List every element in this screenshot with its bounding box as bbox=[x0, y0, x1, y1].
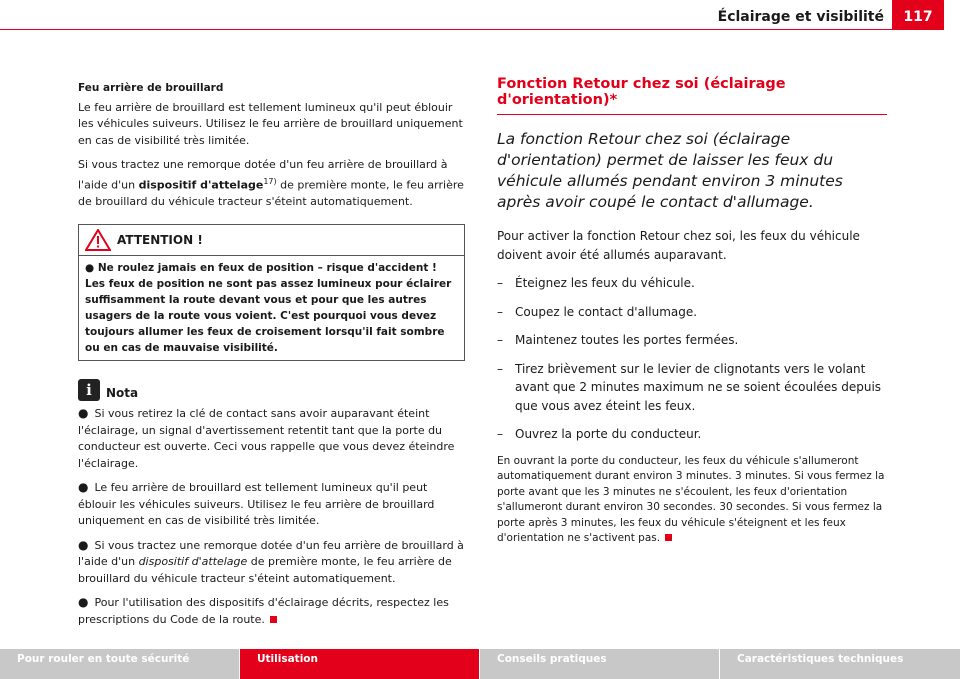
section-title: Fonction Retour chez soi (éclairage d'orientation)* bbox=[497, 76, 887, 115]
step-item: – Éteignez les feux du véhicule. bbox=[497, 274, 887, 293]
intro-paragraph: Pour activer la fonction Retour chez soi, les feux du véhicule doivent avoir été allumés auparavant. bbox=[497, 229, 860, 262]
note-bullet: ● Le feu arrière de brouillard est tellement lumineux qu'il peut éblouir les véhicules suiveurs. Utilisez le feu arrière de brouillard uniquement en cas de visibilité très limitée. bbox=[78, 480, 435, 528]
dash-icon: – bbox=[497, 361, 503, 376]
bullet-icon: ● bbox=[78, 595, 89, 610]
footer-tab-utilisation[interactable]: Utilisation bbox=[240, 649, 480, 679]
bullet-icon: ● bbox=[78, 406, 89, 421]
step-item: – Ouvrez la porte du conducteur. bbox=[497, 425, 887, 444]
header-rule bbox=[0, 29, 892, 30]
dash-icon: – bbox=[497, 304, 503, 319]
warning-box bbox=[78, 224, 465, 361]
right-column bbox=[497, 76, 887, 547]
footer-nav bbox=[0, 649, 960, 679]
lead-paragraph: La fonction Retour chez soi (éclairage d'orientation) permet de laisser les feux du véhicule allumés pendant environ 3 minutes après avoir coupé le contact d'allumage. bbox=[497, 130, 843, 211]
bullet-icon: ● bbox=[78, 480, 89, 495]
step-item: – Maintenez toutes les portes fermées. bbox=[497, 331, 887, 350]
page-title: Éclairage et visibilité bbox=[717, 9, 884, 25]
note-label: Nota bbox=[106, 385, 139, 400]
warning-text: ● Ne roulez jamais en feux de position – risque d'accident ! Les feux de position ne sont pas assez lumineux pour éclairer suffisamment la route devant vous et pour que les autres usagers de la route vous voient. C'est pourquoi vous devez toujours allumer les feux de croisement lorsqu'il fait sombre ou en cas de mauvaise visibilité. bbox=[85, 262, 452, 355]
note-bullet: ● Pour l'utilisation des dispositifs d'éclairage décrits, respectez les prescriptions du Code de la route. bbox=[78, 595, 449, 626]
page-number: 117 bbox=[892, 0, 944, 30]
footer-tab-caracteristiques[interactable]: Caractéristiques techniques bbox=[720, 649, 960, 679]
warning-triangle-icon bbox=[85, 229, 111, 251]
dash-icon: – bbox=[497, 333, 503, 347]
closing-paragraph: En ouvrant la porte du conducteur, les feux du véhicule s'allumeront automatiquement durant environ 3 minutes. 3 minutes. Si vous fermez la porte avant que les 3 minutes ne s'écoulent, les feux d'orientation s'allumeront durant environ 30 secondes. 30 secondes. Si vous fermez la porte après 3 minutes, les feux du véhicule s'éteignent et les feux d'orientation ne s'activent pas. bbox=[497, 454, 885, 544]
step-item: – Tirez brièvement sur le levier de clignotants vers le volant avant que 2 minutes maximum ne se soient écoulées depuis que vous avez éteint les feux. bbox=[497, 360, 887, 416]
note-header bbox=[78, 379, 465, 401]
footer-tab-conseils[interactable]: Conseils pratiques bbox=[480, 649, 720, 679]
warning-label: ATTENTION ! bbox=[117, 232, 203, 247]
left-column bbox=[78, 80, 465, 635]
step-item: – Coupez le contact d'allumage. bbox=[497, 303, 887, 322]
bullet-icon: ● bbox=[78, 537, 89, 552]
footnote-ref[interactable]: 17) bbox=[263, 176, 277, 186]
section-subhead: Feu arrière de brouillard bbox=[78, 82, 224, 94]
warning-header bbox=[79, 225, 464, 256]
info-note-icon: i bbox=[78, 379, 100, 401]
end-of-section-icon bbox=[270, 616, 277, 623]
end-of-section-icon bbox=[665, 534, 672, 541]
note-bullet: ● Si vous retirez la clé de contact sans avoir auparavant éteint l'éclairage, un signal d'avertissement retentit tant que la porte du conducteur est ouverte. Ceci vous rappelle que vous devez éteindre l'éclairage. bbox=[78, 406, 455, 470]
note-bullet: ● Si vous tractez une remorque dotée d'un feu arrière de brouillard à l'aide d'un dispositif d'attelage de première monte, le feu arrière de brouillard du véhicule tracteur s'éteint automatiquement. bbox=[78, 537, 464, 585]
bullet-icon: ● bbox=[85, 262, 95, 275]
dash-icon: – bbox=[497, 276, 503, 290]
dash-icon: – bbox=[497, 427, 503, 441]
paragraph: Le feu arrière de brouillard est tellement lumineux qu'il peut éblouir les véhicules suiveurs. Utilisez le feu arrière de brouillard uniquement en cas de visibilité très limitée. bbox=[78, 100, 463, 147]
paragraph: Si vous tractez une remorque dotée d'un feu arrière de brouillard à l'aide d'un dispositif d'attelage$^{17)}$ de première monte, le feu arrière de brouillard du véhicule tracteur s'éteint automatiquement. bbox=[78, 158, 464, 208]
footer-tab-safety[interactable]: Pour rouler en toute sécurité bbox=[0, 649, 240, 679]
